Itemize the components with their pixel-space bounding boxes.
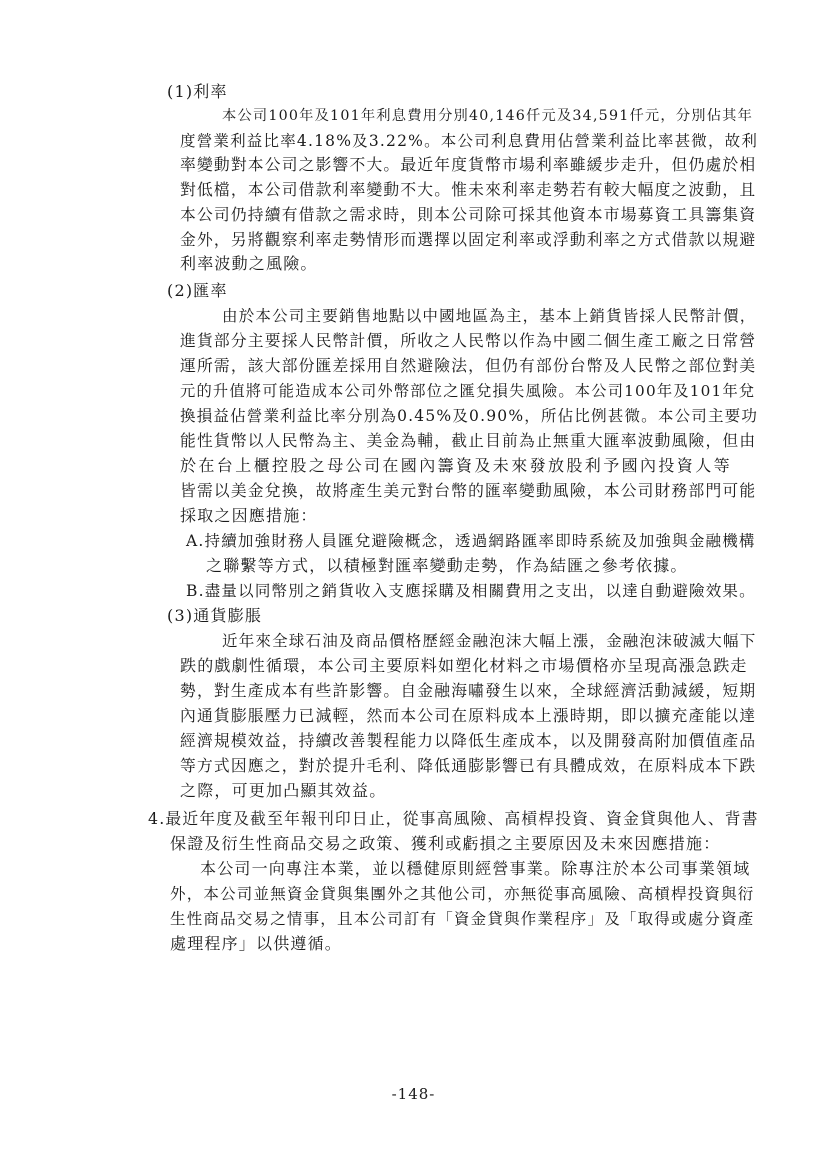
exchange-paragraph-line: 運所需，該大部份匯差採用自然避險法，但仍有部份台幣及人民幣之部位對美 bbox=[180, 356, 757, 375]
measure-a-line: A.持續加強財務人員匯兌避險概念，透過網路匯率即時系統及加強與金融機構 bbox=[186, 532, 756, 550]
interest-heading: (1)利率 bbox=[167, 82, 228, 101]
measure-b-line: B.盡量以同幣別之銷貨收入支應採購及相關費用之支出，以達自動避險效果。 bbox=[186, 582, 756, 600]
exchange-paragraph-line: 元的升值將可能造成本公司外幣部位之匯兌損失風險。本公司100年及101年兌 bbox=[180, 382, 756, 400]
inflation-paragraph-line: 跌的戲劇性循環，本公司主要原料如塑化材料之市場價格亦呈現高漲急跌走 bbox=[180, 656, 748, 675]
high-risk-paragraph-line: 本公司一向專注本業，並以穩健原則經營事業。除專注於本公司事業領域 bbox=[200, 859, 751, 878]
exchange-paragraph-line: 於在台上櫃控股之母公司在國內籌資及未來發放股利予國內投資人等 bbox=[180, 456, 733, 475]
inflation-paragraph-line: 經濟規模效益，持續改善製程能力以降低生產成本，以及開發高附加價值產品 bbox=[180, 731, 757, 750]
interest-paragraph-line: 對低檔，本公司借款利率變動不大。惟未來利率走勢若有較大幅度之波動，且 bbox=[180, 180, 757, 199]
inflation-paragraph-line: 等方式因應之，對於提升毛利、降低通膨影響已有具體成效，在原料成本下跌 bbox=[180, 756, 757, 775]
exchange-paragraph-line: 由於本公司主要銷售地點以中國地區為主，基本上銷貨皆採人民幣計價， bbox=[222, 307, 757, 325]
interest-paragraph-line: 利率波動之風險。 bbox=[180, 254, 318, 273]
interest-paragraph-line: 金外，另將觀察利率走勢情形而選擇以固定利率或浮動利率之方式借款以規避 bbox=[180, 230, 757, 249]
inflation-paragraph-line: 內通貨膨脹壓力已減輕，然而本公司在原料成本上漲時期，即以擴充產能以達 bbox=[180, 706, 757, 725]
interest-paragraph-line: 本公司100年及101年利息費用分別40,146仟元及34,591仟元，分別佔其年 bbox=[222, 108, 754, 124]
high-risk-paragraph-line: 外，本公司並無資金貸與集團外之其他公司，亦無從事高風險、高槓桿投資與衍 bbox=[170, 885, 755, 903]
high-risk-paragraph-line: 生性商品交易之情事，且本公司訂有「資金貸與作業程序」及「取得或處分資產 bbox=[170, 910, 755, 928]
interest-paragraph-line: 本公司仍持續有借款之需求時，則本公司除可採其他資本市場募資工具籌集資 bbox=[180, 205, 757, 224]
exchange-heading: (2)匯率 bbox=[167, 281, 228, 300]
inflation-heading: (3)通貨膨脹 bbox=[167, 606, 263, 625]
high-risk-heading-line: 保證及衍生性商品交易之政策、獲利或虧損之主要原因及未來因應措施： bbox=[170, 834, 721, 853]
interest-paragraph-line: 率變動對本公司之影響不大。最近年度貨幣市場利率雖緩步走升，但仍處於相 bbox=[180, 155, 757, 174]
inflation-paragraph-line: 近年來全球石油及商品價格歷經金融泡沫大幅上漲，金融泡沫破滅大幅下 bbox=[222, 632, 757, 650]
exchange-paragraph-line: 換損益佔營業利益比率分別為0.45%及0.90%，所佔比例甚微。本公司主要功 bbox=[180, 407, 759, 425]
exchange-paragraph-line: 能性貨幣以人民幣為主、美金為輔，截止目前為止無重大匯率波動風險，但由 bbox=[180, 431, 757, 450]
exchange-paragraph-line: 進貨部分主要採人民幣計價，所收之人民幣以作為中國二個生產工廠之日常營 bbox=[180, 331, 757, 350]
measure-a-line: 之聯繫等方式，以積極對匯率變動走勢，作為結匯之參考依據。 bbox=[206, 556, 688, 575]
inflation-paragraph-line: 之際，可更加凸顯其效益。 bbox=[180, 781, 387, 800]
high-risk-paragraph-line: 處理程序」以供遵循。 bbox=[170, 934, 343, 953]
exchange-paragraph-line: 皆需以美金兌換，故將產生美元對台幣的匯率變動風險，本公司財務部門可能 bbox=[180, 481, 757, 500]
inflation-paragraph-line: 勢，對生產成本有些許影響。自金融海嘯發生以來，全球經濟活動減緩，短期 bbox=[180, 681, 757, 700]
exchange-paragraph-line: 採取之因應措施： bbox=[180, 506, 318, 525]
high-risk-heading-line: 4.最近年度及截至年報刊印日止，從事高風險、高槓桿投資、資金貸與他人、背書 bbox=[148, 809, 759, 828]
page-number: -148- bbox=[391, 1085, 436, 1103]
interest-paragraph-line: 度營業利益比率4.18%及3.22%。本公司利息費用佔營業利益比率甚微，故利 bbox=[180, 132, 759, 150]
